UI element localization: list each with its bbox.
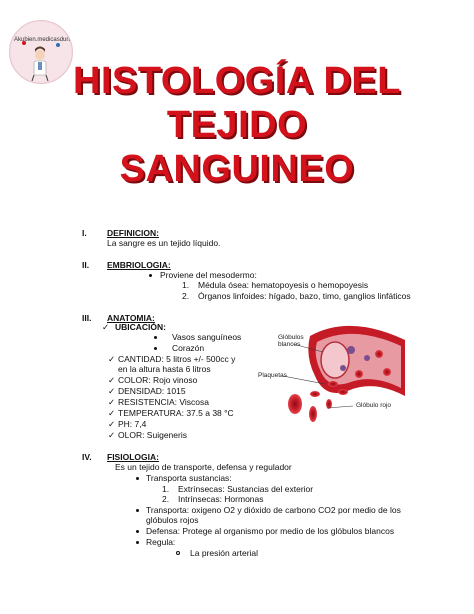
section-number: II. [82, 260, 90, 270]
open-circle-icon [176, 551, 180, 555]
section-heading: FISIOLOGIA: [107, 452, 159, 462]
list-number: 1. [162, 484, 170, 494]
check-icon: ✓ [108, 419, 116, 429]
list-item: Extrínsecas: Sustancias del exterior [178, 484, 314, 494]
section-heading: EMBRIOLOGIA: [107, 260, 171, 270]
bullet-dot-icon [149, 274, 152, 277]
list-item: Vasos sanguíneos [172, 332, 242, 342]
list-item: Médula ósea: hematopoyesis o hemopoyesis [198, 280, 369, 290]
list-item: CANTIDAD: 5 litros +/- 500cc y [118, 354, 236, 364]
list-item: Corazón [172, 343, 205, 353]
list-item: RESISTENCIA: Viscosa [118, 397, 210, 407]
list-item: DENSIDAD: 1015 [118, 386, 186, 396]
list-item: Regula: [146, 537, 176, 547]
list-item: Proviene del mesodermo: [160, 270, 257, 280]
figure-label: Glóbulos [278, 334, 304, 341]
section-number: III. [82, 313, 92, 323]
figure-label: Glóbulo rojo [356, 402, 392, 409]
check-icon: ✓ [102, 322, 110, 332]
list-item: Defensa: Protege al organismo por medio de los glóbulos blancos [146, 526, 395, 536]
list-item: TEMPERATURA: 37.5 a 38 °C [118, 408, 234, 418]
list-number: 1. [182, 280, 190, 290]
check-icon: ✓ [108, 386, 116, 396]
page-title-line1: HISTOLOGÍA DEL [73, 60, 401, 102]
subsection-heading: UBICACIÓN: [115, 322, 166, 332]
section-heading: ANATOMIA: [107, 313, 155, 323]
list-item: Transporta sustancias: [146, 473, 232, 483]
list-item: La presión arterial [190, 548, 259, 558]
list-item: Intrínsecas: Hormonas [178, 494, 264, 504]
intro-text: Es un tejido de transporte, defensa y regulador [115, 462, 292, 472]
list-item: Órganos linfoides: hígado, bazo, timo, ganglios linfáticos [198, 291, 411, 301]
bullet-dot-icon [154, 347, 157, 350]
check-icon: ✓ [108, 354, 116, 364]
figure-label: blancos [278, 341, 301, 348]
logo-text: Akubien.medicasdura [14, 37, 72, 43]
list-item: en la altura hasta 6 litros [118, 364, 211, 374]
list-item: glóbulos rojos [146, 515, 199, 525]
bullet-dot-icon [136, 541, 139, 544]
page-title-line2: TEJIDO [166, 104, 308, 146]
check-icon: ✓ [108, 375, 116, 385]
bullet-dot-icon [136, 509, 139, 512]
definition-text: La sangre es un tejido líquido. [107, 238, 221, 248]
section-heading: DEFINICION: [107, 228, 159, 238]
list-number: 2. [162, 494, 170, 504]
section-number: I. [82, 228, 87, 238]
bullet-dot-icon [154, 336, 157, 339]
check-icon: ✓ [108, 408, 116, 418]
page-title-line3: SANGUINEO [119, 148, 355, 190]
bullet-dot-icon [136, 530, 139, 533]
list-item: PH: 7,4 [118, 419, 147, 429]
list-number: 2. [182, 291, 190, 301]
check-icon: ✓ [108, 430, 116, 440]
check-icon: ✓ [108, 397, 116, 407]
bullet-dot-icon [136, 477, 139, 480]
section-number: IV. [82, 452, 92, 462]
list-item: Transporta: oxigeno O2 y dióxido de carbono CO2 por medio de los [146, 505, 401, 515]
figure-label: Plaquetas [258, 372, 287, 379]
list-item: OLOR: Suigeneris [118, 430, 187, 440]
list-item: COLOR: Rojo vinoso [118, 375, 198, 385]
